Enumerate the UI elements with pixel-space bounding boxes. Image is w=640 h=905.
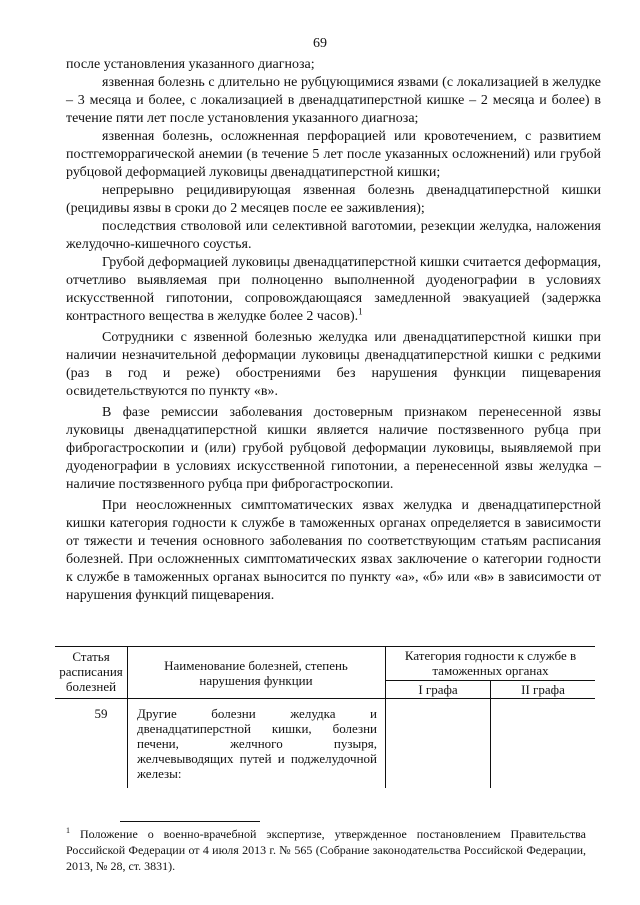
header-disease-name: Наименование болезней, степень нарушения функции <box>164 658 348 688</box>
table-rule <box>127 646 128 788</box>
footnote-marker: 1 <box>66 826 70 835</box>
paragraph: язвенная болезнь, осложненная перфорацией или кровотечением, с развитием постгеморрагической анемии (в течение 5 лет после указанных осложнений) или грубой рубцовой деформацией луковицы двенадцатиперстной кишки; <box>66 129 601 180</box>
header-fitness-category: Категория годности к службе в таможенных органах <box>404 648 577 678</box>
paragraph: последствия стволовой или селективной ваготомии, резекции желудка, наложения желудочно-кишечного соустья. <box>66 219 601 252</box>
footnote <box>66 826 586 874</box>
body-text <box>66 56 601 605</box>
row-article-number: 59 <box>94 706 108 721</box>
diseases-table <box>55 646 595 788</box>
header-article: Статья расписания болезней <box>59 649 123 694</box>
paragraph: В фазе ремиссии заболевания достоверным признаком перенесенной язвы луковицы двенадцатиперстной кишки является наличие постязвенного рубца при фиброгастроскопии и (или) грубой рубцовой деформации луковицы, выявляемой при дуоденографии в условиях искусственной гипотонии, а перенесенной язвы желудка – наличие постязвенного рубца при фиброгастроскопии. <box>66 405 601 492</box>
paragraph-with-footnote <box>66 254 601 326</box>
table-rule <box>55 698 595 699</box>
footnote-reference[interactable]: 1 <box>358 306 363 317</box>
table-rule <box>55 646 595 647</box>
header-column-2: II графа <box>521 682 565 697</box>
paragraph: язвенная болезнь с длительно не рубцующимися язвами (с локализацией в желудке – 3 месяца и более, с локализацией в двенадцатиперстной кишке – 2 месяца и более) в течение пяти лет после установления указанного диагноза; <box>66 75 601 126</box>
paragraph: непрерывно рецидивирующая язвенная болезнь двенадцатиперстной кишки (рецидивы язвы в сроки до 2 месяцев после ее заживления); <box>66 183 601 216</box>
footnote-text: Положение о военно-врачебной экспертизе, утвержденное постановлением Правительства Российской Федерации от 4 июля 2013 г. № 565 (Собрание законодательства Российской Федерации, 2013, № 28, ст. 3831). <box>66 827 586 873</box>
header-column-1: I графа <box>418 682 458 697</box>
page-number: 69 <box>313 36 327 51</box>
paragraph: При неосложненных симптоматических язвах желудка и двенадцатиперстной кишки категория годности к службе в таможенных органах определяется в зависимости от тяжести и течения основного заболевания по соответствующим статьям расписания болезней. При осложненных симптоматических язвах заключение о категории годности к службе в таможенных органах выносится по пункту «а», «б» или «в» в зависимости от нарушения функций пищеварения. <box>66 498 601 603</box>
row-disease-text: Другие болезни желудка и двенадцатиперстной кишки, болезни печени, желчного пузыря, желчевыводящих путей и поджелудочной железы: <box>137 706 377 781</box>
paragraph-text: Грубой деформацией луковицы двенадцатиперстной кишки считается деформация, отчетливо выявляемая при полноценно выполненной дуоденографии в условиях искусственной гипотонии, сопровождающаяся замедленной эвакуацией (задержка контрастного вещества в желудке более 2 часов). <box>66 255 601 324</box>
paragraph: Сотрудники с язвенной болезнью желудка или двенадцатиперстной кишки при наличии незначительной деформации луковицы двенадцатиперстной кишки с редкими (раз в год и реже) обострениями без нарушения функции пищеварения освидетельствуются по пункту «в». <box>66 330 601 399</box>
footnote-separator <box>120 821 260 822</box>
paragraph: после установления указанного диагноза; <box>66 57 315 72</box>
